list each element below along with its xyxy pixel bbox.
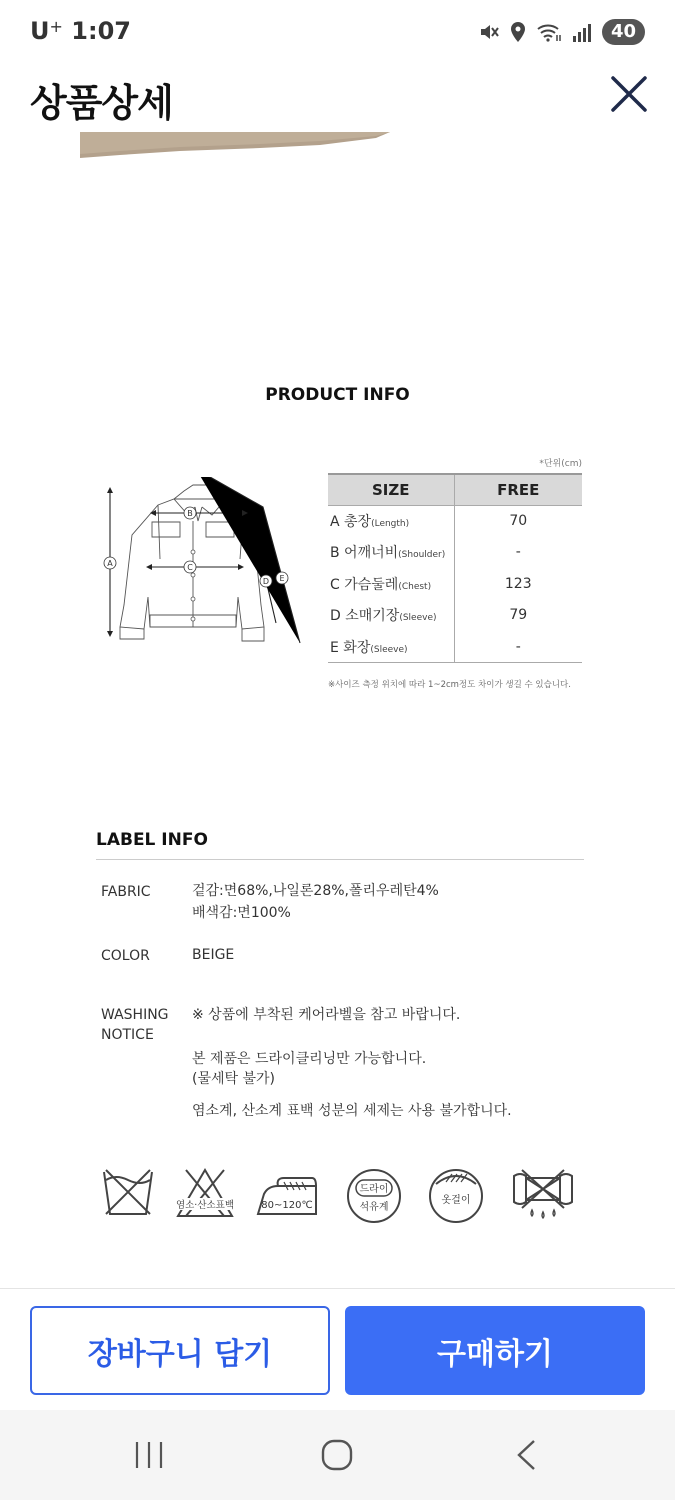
purchase-action-bar [0, 1288, 675, 1410]
row-label-text: A 총장 [330, 514, 372, 530]
diagram-marker-a: A [107, 559, 113, 568]
row-value: 79 [509, 607, 528, 624]
label-info-title: LABEL INFO [96, 830, 208, 850]
row-label-sub: (Sleeve) [370, 644, 408, 655]
row-value: - [454, 631, 582, 663]
washing-line-4: 염소계, 산소계 표백 성분의 세제는 사용 불가합니다. [192, 1103, 512, 1119]
size-header: SIZE [328, 474, 454, 505]
location-icon [510, 21, 526, 43]
table-row [328, 568, 582, 600]
diagram-marker-c: C [187, 563, 193, 572]
battery-indicator: 40 [602, 19, 645, 45]
iron-label: 80~120℃ [261, 1200, 313, 1211]
signal-icon [572, 21, 592, 43]
fabric-line-1: 겉감:면68%,나일론28%,폴리우레탄4% [192, 883, 439, 899]
fabric-line-2: 배색감:면100% [192, 905, 291, 921]
row-label-text: C 가슴둘레 [330, 576, 399, 593]
diagram-marker-b: B [187, 509, 193, 518]
row-label [328, 505, 454, 537]
row-label [328, 631, 454, 663]
back-icon[interactable] [514, 1438, 538, 1472]
wifi-icon [536, 21, 562, 43]
home-icon[interactable] [321, 1438, 353, 1472]
row-label-sub: (Shoulder) [398, 550, 446, 561]
carrier-sup: + [49, 17, 63, 36]
status-carrier [30, 17, 131, 45]
row-value: 70 [509, 513, 528, 529]
size-diagram [98, 477, 313, 667]
row-label-text: D 소매기장 [330, 608, 400, 625]
dry-label-1: 드라이 [359, 1184, 389, 1195]
system-nav-bar [0, 1410, 675, 1500]
row-label-text: E 화장 [330, 639, 371, 656]
row-label [328, 537, 454, 569]
table-row [328, 505, 582, 537]
dry-clean-icon [344, 1166, 404, 1226]
dry-label-2: 석유계 [359, 1202, 389, 1213]
product-info-title: PRODUCT INFO [265, 385, 410, 405]
unit-note: *단위(cm) [539, 459, 582, 469]
table-row [328, 537, 582, 569]
close-icon[interactable] [609, 74, 649, 114]
product-image-fragment [80, 132, 390, 160]
recent-apps-icon[interactable] [134, 1438, 164, 1472]
diagram-marker-d: D [262, 577, 270, 586]
page-header [0, 62, 675, 132]
row-label-sub: (Length) [371, 519, 410, 529]
size-table-header [328, 474, 582, 505]
label-info-divider [96, 859, 584, 860]
row-label-sub: (Sleeve) [399, 613, 437, 624]
washing-line-1: ※ 상품에 부착된 케어라벨을 참고 바랍니다. [192, 1007, 461, 1023]
mute-icon [478, 21, 500, 43]
color-value: BEIGE [192, 947, 235, 963]
size-table [328, 473, 582, 663]
washing-key-2: NOTICE [101, 1027, 154, 1043]
status-icons [478, 18, 645, 46]
color-key: COLOR [101, 948, 150, 964]
product-detail-content[interactable] [0, 132, 675, 1288]
no-bleach-icon [174, 1166, 236, 1222]
table-row [328, 600, 582, 632]
iron-icon [254, 1166, 322, 1222]
no-wring-icon [510, 1166, 576, 1222]
bleach-label: 염소·산소표백 [175, 1200, 235, 1211]
row-label [328, 600, 454, 632]
no-wash-icon [102, 1166, 154, 1218]
washing-key-1: WASHING [101, 1007, 169, 1023]
free-header: FREE [454, 474, 582, 505]
fabric-key: FABRIC [101, 884, 151, 900]
row-value: - [515, 544, 521, 561]
hanger-dry-icon [426, 1166, 486, 1226]
row-value: 123 [504, 575, 532, 592]
washing-line-3: (물세탁 불가) [192, 1071, 275, 1087]
care-icons [96, 1166, 584, 1236]
row-label-sub: (Chest) [398, 581, 432, 592]
size-note: ※사이즈 측정 위치에 따라 1~2cm정도 차이가 생길 수 있습니다. [328, 680, 571, 690]
status-bar [0, 0, 675, 62]
page-title: 상품상세 [30, 81, 173, 125]
row-label [328, 568, 454, 600]
diagram-marker-e: E [279, 574, 285, 583]
hanger-label: 옷걸이 [441, 1195, 471, 1206]
table-row [328, 631, 582, 663]
washing-line-2: 본 제품은 드라이클리닝만 가능합니다. [192, 1051, 427, 1067]
status-time: 1:07 [71, 17, 131, 45]
buy-now-button[interactable]: 구매하기 [345, 1306, 645, 1395]
carrier-name: U [30, 17, 50, 45]
add-to-cart-button[interactable]: 장바구니 담기 [30, 1306, 330, 1395]
row-label-text: B 어깨너비 [330, 545, 399, 562]
